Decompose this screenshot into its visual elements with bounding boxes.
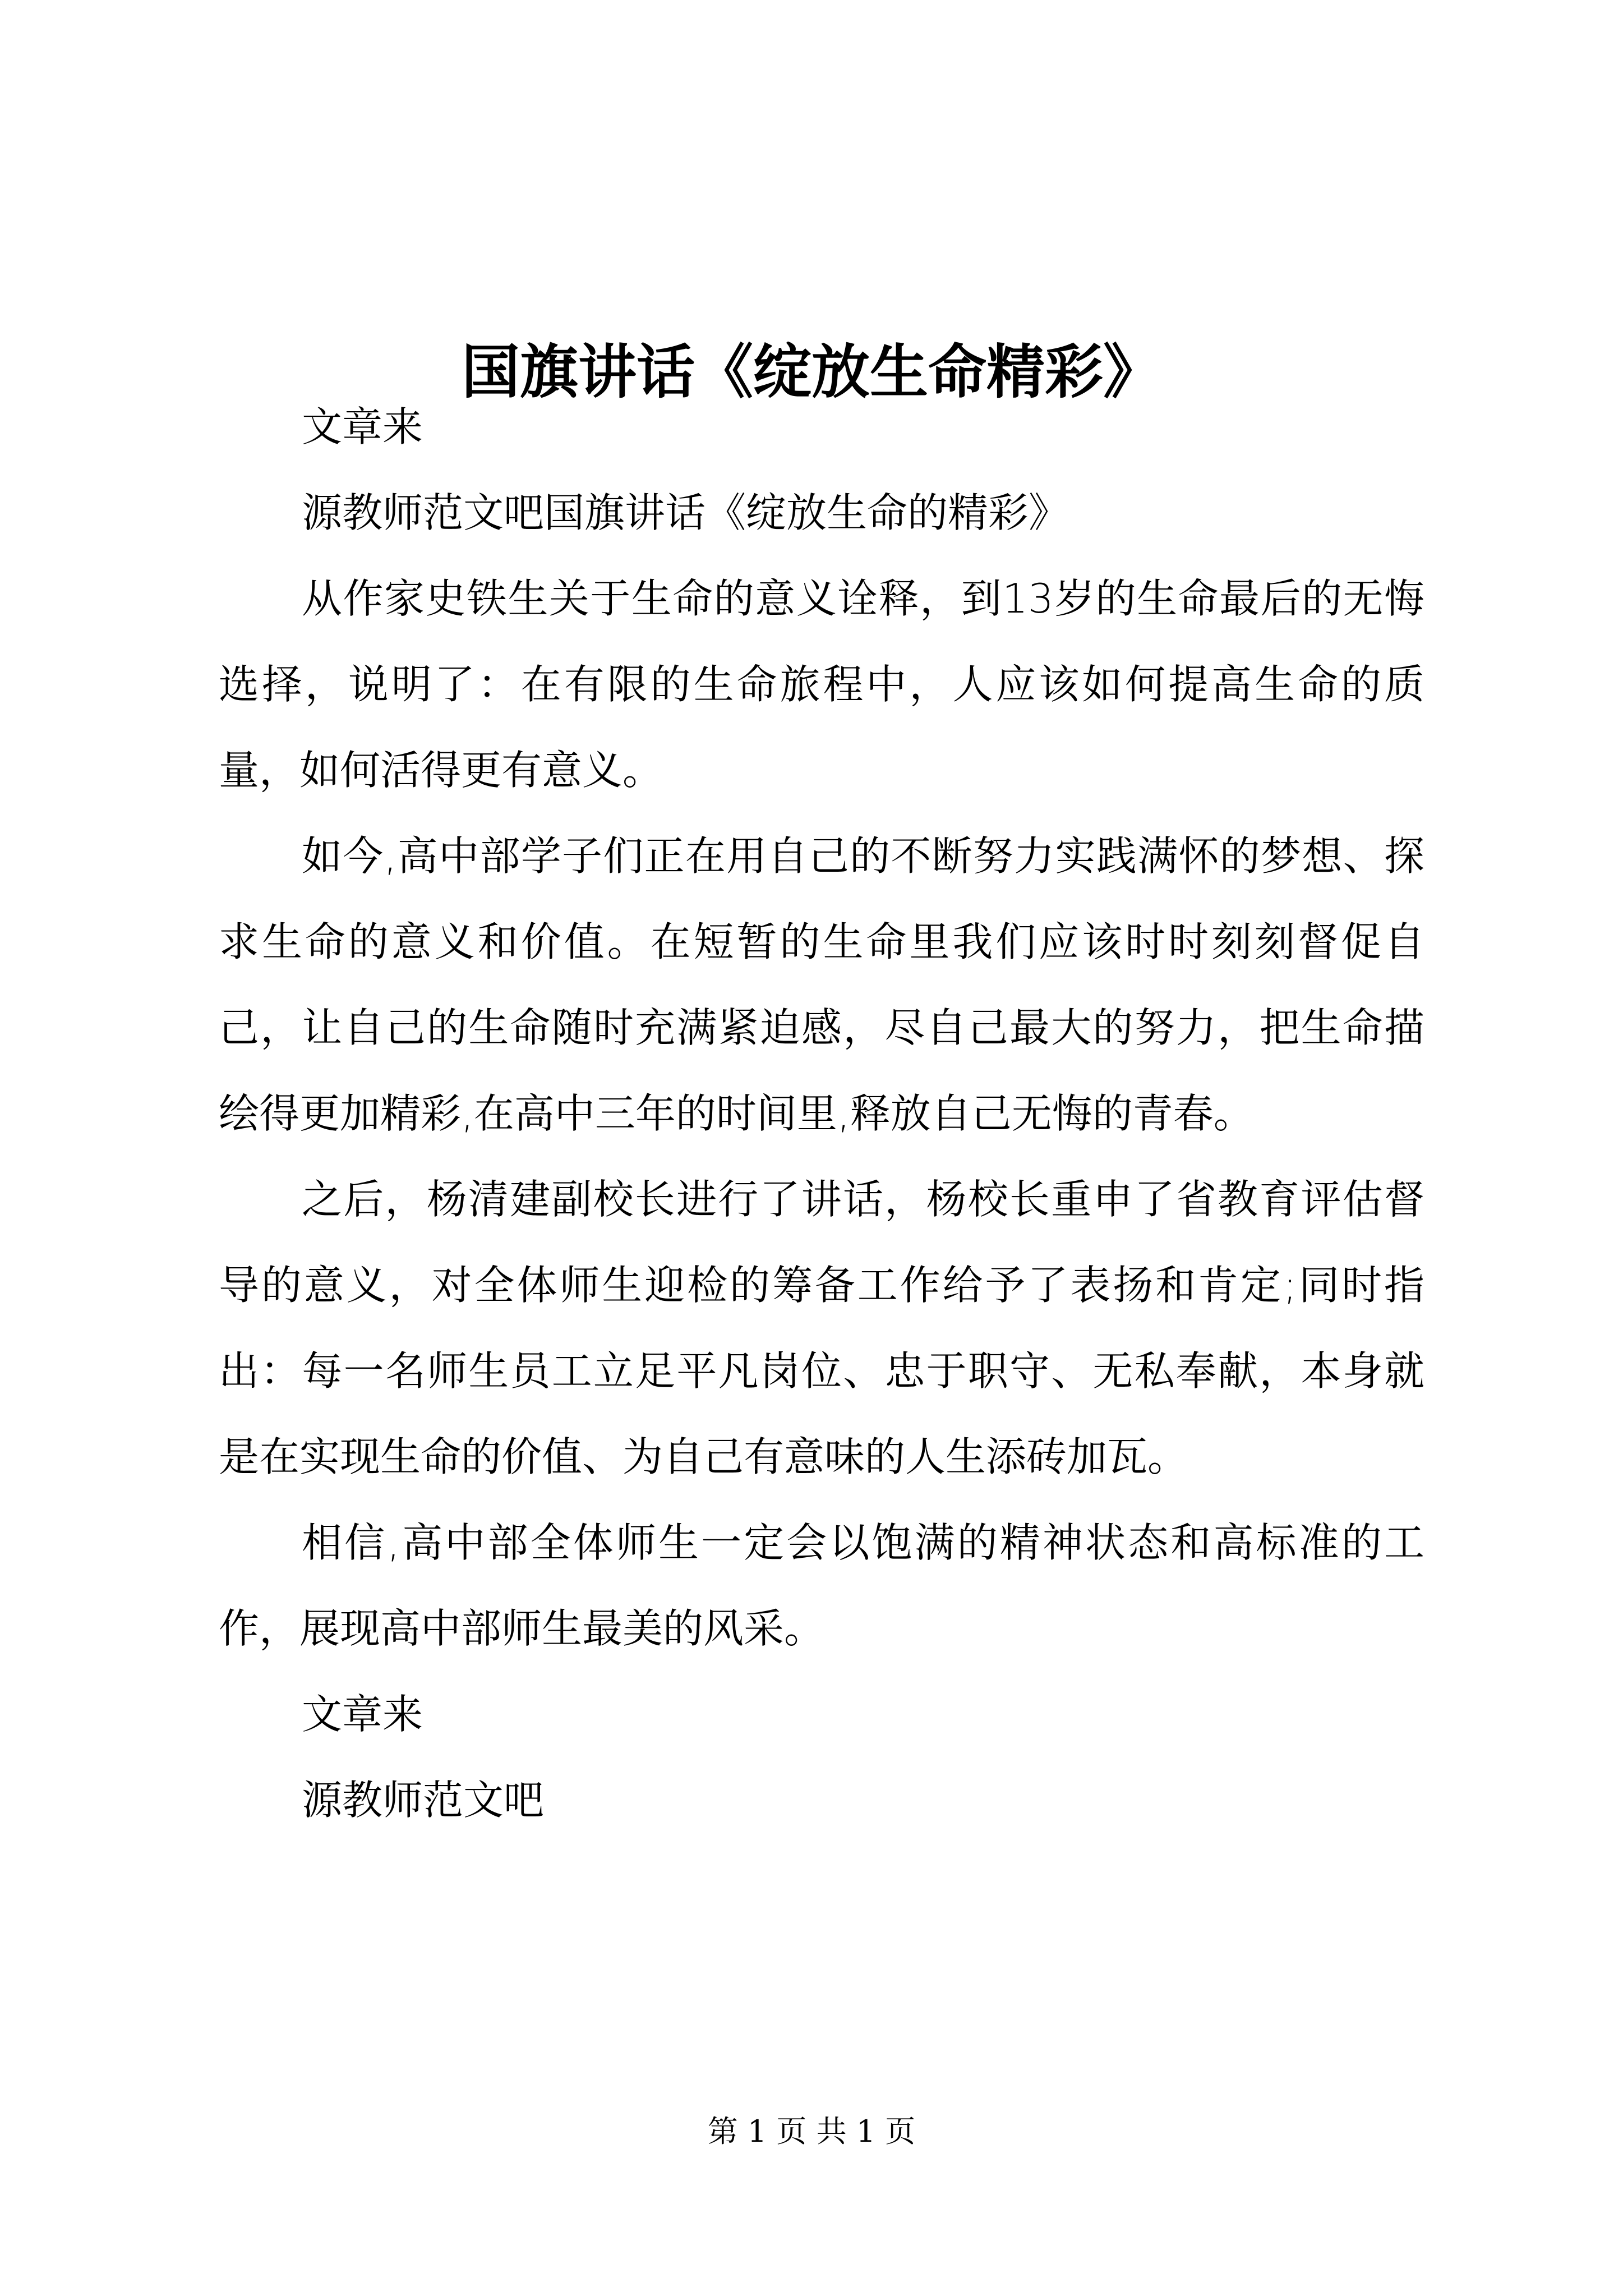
paragraph-source-line-2: 源教师范文吧国旗讲话《绽放生命的精彩》 [302, 489, 1069, 536]
paragraph-source-footer-2: 源教师范文吧 [302, 1777, 545, 1824]
paragraph-intro: 从作家史铁生关于生命的意义诠释，到13岁的生命最后的无悔选择，说明了：在有限的生命旅程中，人应该如何提高生命的质量，如何活得更有意义。 [219, 575, 1424, 794]
page-title: 国旗讲话《绽放生命精彩》 [461, 337, 1161, 406]
paragraph-conclusion: 相信,高中部全体师生一定会以饱满的精神状态和高标准的工作，展现高中部师生最美的风采。 [219, 1519, 1424, 1652]
document-body [219, 384, 1424, 1843]
paragraph-students: 如今,高中部学子们正在用自己的不断努力实践满怀的梦想、探求生命的意义和价值。在短暂的生命里我们应该时时刻刻督促自己，让自己的生命随时充满紧迫感，尽自己最大的努力，把生命描绘得更加精彩,在高中三年的时间里,释放自己无悔的青春。 [219, 832, 1424, 1137]
paragraph-speech: 之后，杨清建副校长进行了讲话，杨校长重申了省教育评估督导的意义，对全体师生迎检的筹备工作给予了表扬和肯定;同时指出：每一名师生员工立足平凡岗位、忠于职守、无私奉献，本身就是在实现生命的价值、为自己有意味的人生添砖加瓦。 [219, 1176, 1424, 1480]
page-number-footer: 第 1 页 共 1 页 [707, 2114, 916, 2149]
paragraph-source-line-1: 文章来 [302, 403, 423, 450]
paragraph-source-footer-1: 文章来 [302, 1691, 423, 1738]
